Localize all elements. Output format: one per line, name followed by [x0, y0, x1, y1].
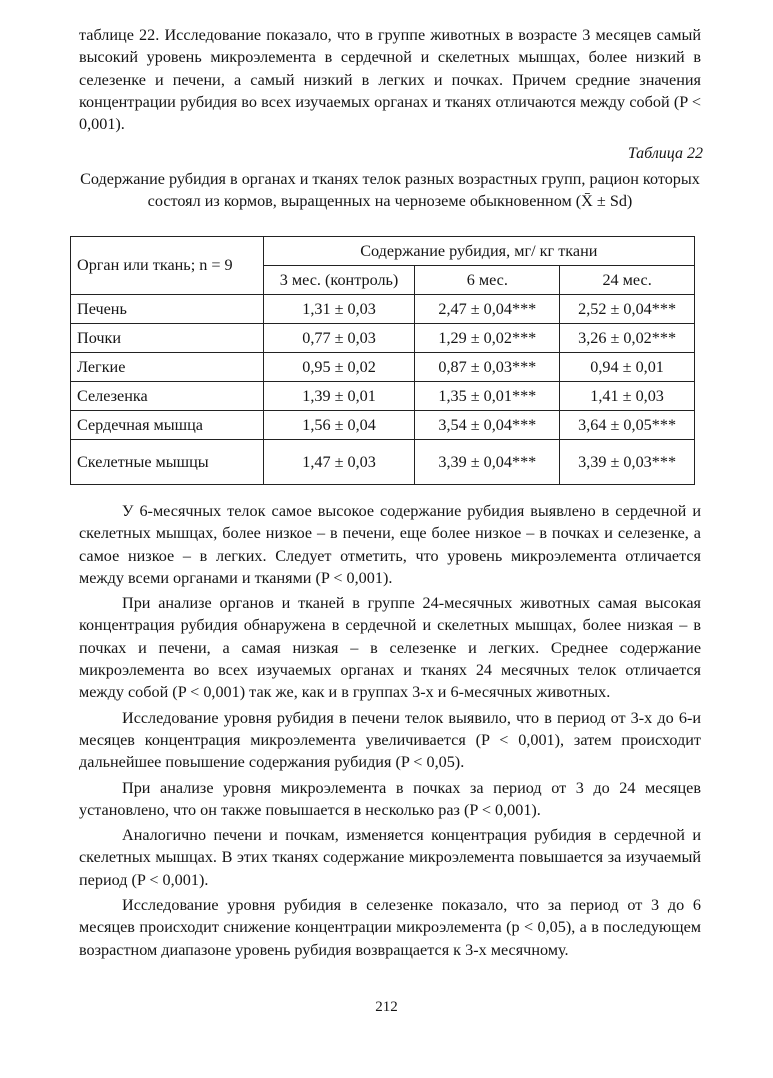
- value-cell: 0,95 ± 0,02: [263, 353, 415, 382]
- organ-cell: Почки: [71, 324, 264, 353]
- row-header: Орган или ткань; n = 9: [71, 237, 264, 295]
- value-cell: 3,26 ± 0,02***: [560, 324, 695, 353]
- body-paragraph: Аналогично печени и почкам, изменяется концентрация рубидия в сердечной и скелетных мышцах. В этих тканях содержание микроэлемента повышается за изучаемый период (P < 0,001).: [79, 826, 701, 889]
- value-cell: 1,56 ± 0,04: [263, 411, 415, 440]
- value-cell: 0,94 ± 0,01: [560, 353, 695, 382]
- body-paragraph: Исследование уровня рубидия в печени телок выявило, что в период от 3-х до 6-и месяцев концентрация микроэлемента увеличивается (P < 0,001), затем происходит дальнейшее повышение содержания рубидия (P < 0,05).: [79, 708, 701, 772]
- value-cell: 3,39 ± 0,03***: [560, 440, 695, 485]
- value-cell: 3,64 ± 0,05***: [560, 411, 695, 440]
- table-row: [71, 411, 695, 440]
- column-header: 6 мес.: [415, 266, 560, 295]
- organ-cell: Легкие: [71, 353, 264, 382]
- intro-paragraph: таблице 22. Исследование показало, что в группе животных в возрасте 3 месяцев самый высокий уровень микроэлемента в сердечной и скелетных мышцах, более низкий в селезенке и печени, а самый низкий в легких и почках. Причем средние значения концентрации рубидия во всех изучаемых органах и тканях отличаются между собой (P < 0,001).: [79, 26, 701, 134]
- value-cell: 1,41 ± 0,03: [560, 382, 695, 411]
- column-header: 3 мес. (контроль): [263, 266, 415, 295]
- rubidium-table: [70, 236, 695, 485]
- value-cell: 0,87 ± 0,03***: [415, 353, 560, 382]
- value-cell: 2,47 ± 0,04***: [415, 295, 560, 324]
- organ-cell: Печень: [71, 295, 264, 324]
- table-row: [71, 295, 695, 324]
- table-row: [71, 324, 695, 353]
- value-cell: 1,31 ± 0,03: [263, 295, 415, 324]
- intro-text: [79, 24, 701, 135]
- body-paragraph: У 6-месячных телок самое высокое содержание рубидия выявлено в сердечной и скелетных мышцах, более низкое – в печени, еще более низкое – в почках и селезенке, а самое низкое – в легких. Следует отметить, что уровень микроэлемента отличается между всеми органами и тканями (P < 0,001).: [79, 502, 701, 587]
- table-label: Таблица 22: [627, 145, 703, 162]
- organ-cell: Скелетные мышцы: [71, 440, 264, 485]
- value-cell: 3,54 ± 0,04***: [415, 411, 560, 440]
- group-header: Содержание рубидия, мг/ кг ткани: [263, 237, 694, 266]
- value-cell: 1,39 ± 0,01: [263, 382, 415, 411]
- value-cell: 3,39 ± 0,04***: [415, 440, 560, 485]
- column-header: 24 мес.: [560, 266, 695, 295]
- value-cell: 2,52 ± 0,04***: [560, 295, 695, 324]
- value-cell: 1,47 ± 0,03: [263, 440, 415, 485]
- value-cell: 1,35 ± 0,01***: [415, 382, 560, 411]
- body-paragraph: При анализе уровня микроэлемента в почках за период от 3 до 24 месяцев установлено, что он также повышается в несколько раз (P < 0,001).: [79, 778, 701, 819]
- body-text: [79, 500, 701, 961]
- organ-cell: Селезенка: [71, 382, 264, 411]
- value-cell: 1,29 ± 0,02***: [415, 324, 560, 353]
- table-row: [71, 353, 695, 382]
- organ-cell: Сердечная мышца: [71, 411, 264, 440]
- table-row: [71, 382, 695, 411]
- body-paragraph: Исследование уровня рубидия в селезенке показало, что за период от 3 до 6 месяцев происходит снижение концентрации микроэлемента (p < 0,05), а в последующем возрастном диапазоне уровень рубидия возвращается к 3-х месячному.: [79, 896, 701, 959]
- body-paragraph: При анализе органов и тканей в группе 24-месячных животных самая высокая концентрация рубидия обнаружена в сердечной и скелетных мышцах, более низкая – в почках и печени, а самая низкая – в селезенке и легких. Среднее содержание микроэлемента во всех изучаемых органах и тканях 24 месячных телок отличается между собой (P < 0,001) так же, как и в группах 3-х и 6-месячных животных.: [79, 594, 701, 702]
- page-number: 212: [375, 999, 398, 1015]
- value-cell: 0,77 ± 0,03: [263, 324, 415, 353]
- table-caption: Содержание рубидия в органах и тканях телок разных возрастных групп, рацион которых состоял из кормов, выращенных на черноземе обыкновенном (X̄ ± Sd): [80, 170, 700, 210]
- table-row: [71, 440, 695, 485]
